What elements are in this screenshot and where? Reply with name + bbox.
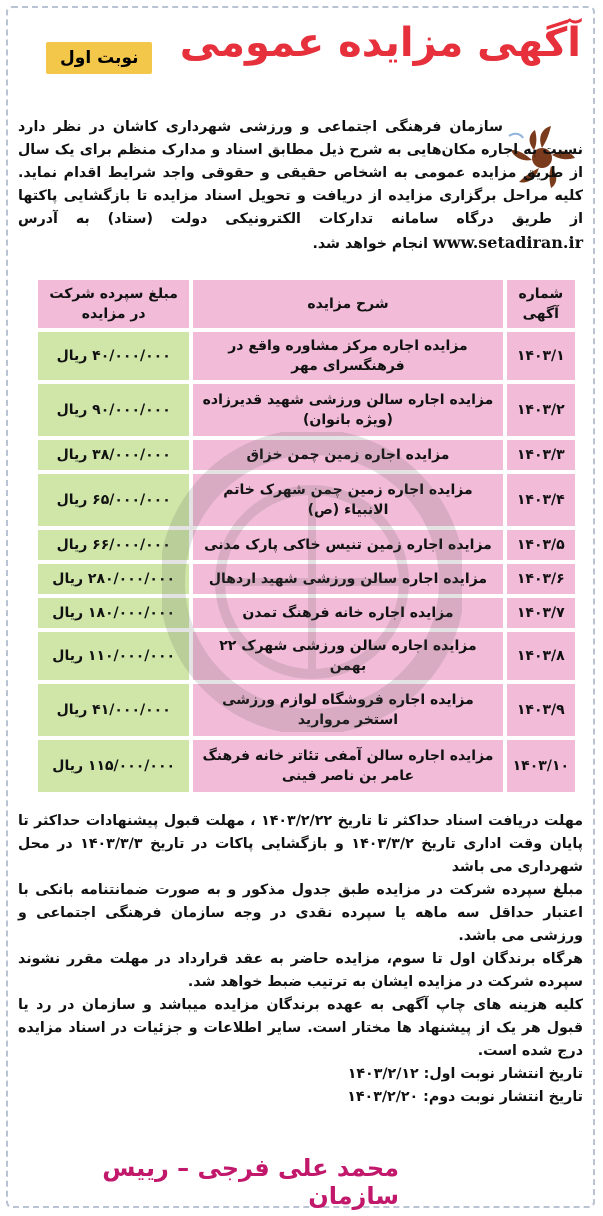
row-number: ۱۴۰۳/۱	[507, 332, 575, 380]
round-badge: نوبت اول	[46, 42, 152, 74]
row-description: مزایده اجاره زمین تنیس خاکی پارک مدنی	[193, 530, 502, 560]
notice	[12, 12, 589, 1210]
row-description: مزایده اجاره سالن ورزشی شهید قدیرزاده (ویژه بانوان)	[193, 384, 502, 436]
row-number: ۱۴۰۳/۳	[507, 440, 575, 470]
row-number: ۱۴۰۳/۷	[507, 598, 575, 628]
notice-title: آگهی مزایده عمومی	[179, 20, 581, 66]
table-row	[38, 740, 575, 792]
setadiran-link[interactable]: www.setadiran.ir	[433, 233, 583, 252]
condition-costs: کلیه هزینه های چاپ آگهی به عهده برندگان مزایده میباشد و سازمان در رد یا قبول هر یک از پیشنهاد ها مختار است. سایر اطلاعات و جزئیات در اسناد مزایده درج شده است.	[18, 997, 583, 1059]
row-amount: ۹۰/۰۰۰/۰۰۰ ریال	[38, 384, 189, 436]
table-row	[38, 684, 575, 736]
conditions	[18, 810, 583, 1109]
condition-winners: هرگاه برندگان اول تا سوم، مزایده حاضر به عقد قرارداد در مهلت مقرر نشوند سپرده شرکت در مزایده ایشان به ترتیب ضبط خواهد شد.	[18, 951, 583, 990]
row-description: مزایده اجاره زمین چمن شهرک خاتم الانبیاء (ص)	[193, 474, 502, 526]
row-description: مزایده اجاره زمین چمن خزاق	[193, 440, 502, 470]
row-amount: ۱۸۰/۰۰۰/۰۰۰ ریال	[38, 598, 189, 628]
condition-deposit: مبلغ سپرده شرکت در مزایده طبق جدول مذکور و به صورت ضمانتنامه بانکی با اعتبار حداقل سه ماهه یا سپرده نقدی در وجه سازمان فرهنگی اجتماعی و ورزشی می باشد.	[18, 882, 583, 944]
table-row	[38, 332, 575, 380]
table-header-row	[38, 280, 575, 328]
condition-deadlines: مهلت دریافت اسناد حداکثر تا تاریخ ۱۴۰۳/۲/۲۲ ، مهلت قبول پیشنهادات حداکثر تا پایان وقت اداری تاریخ ۱۴۰۳/۳/۲ و بازگشایی پاکات در تاریخ ۱۴۰۳/۳/۳ در محل شهرداری می باشد	[18, 813, 584, 875]
auction-table	[34, 276, 579, 796]
publish-date-second: تاریخ انتشار نوبت دوم: ۱۴۰۳/۲/۲۰	[347, 1089, 583, 1105]
header-description: شرح مزایده	[193, 280, 502, 328]
row-amount: ۴۰/۰۰۰/۰۰۰ ریال	[38, 332, 189, 380]
row-amount: ۳۸/۰۰۰/۰۰۰ ریال	[38, 440, 189, 470]
row-description: مزایده اجاره مرکز مشاوره واقع در فرهنگسرای مهر	[193, 332, 502, 380]
table-row	[38, 474, 575, 526]
table-row	[38, 530, 575, 560]
row-number: ۱۴۰۳/۵	[507, 530, 575, 560]
row-amount: ۶۵/۰۰۰/۰۰۰ ریال	[38, 474, 189, 526]
table-row	[38, 384, 575, 436]
row-description: مزایده اجاره سالن ورزشی شهید اردهال	[193, 564, 502, 594]
table-row	[38, 440, 575, 470]
row-amount: ۶۶/۰۰۰/۰۰۰ ریال	[38, 530, 189, 560]
row-description: مزایده اجاره خانه فرهنگ تمدن	[193, 598, 502, 628]
table-row	[38, 564, 575, 594]
row-number: ۱۴۰۳/۲	[507, 384, 575, 436]
row-amount: ۱۱۰/۰۰۰/۰۰۰ ریال	[38, 632, 189, 680]
row-description: مزایده اجاره سالن آمفی تئاتر خانه فرهنگ عامر بن ناصر فینی	[193, 740, 502, 792]
row-amount: ۴۱/۰۰۰/۰۰۰ ریال	[38, 684, 189, 736]
intro-paragraph	[18, 116, 583, 256]
header	[12, 12, 589, 107]
signature: محمد علی فرجی – رییس سازمان	[102, 1154, 399, 1210]
publish-date-first: تاریخ انتشار نوبت اول: ۱۴۰۳/۲/۱۲	[347, 1066, 583, 1082]
row-number: ۱۴۰۳/۱۰	[507, 740, 575, 792]
header-amount: مبلغ سپرده شرکت در مزایده	[38, 280, 189, 328]
row-number: ۱۴۰۳/۸	[507, 632, 575, 680]
row-number: ۱۴۰۳/۶	[507, 564, 575, 594]
row-number: ۱۴۰۳/۴	[507, 474, 575, 526]
table-row	[38, 632, 575, 680]
row-amount: ۱۱۵/۰۰۰/۰۰۰ ریال	[38, 740, 189, 792]
header-number: شماره آگهی	[507, 280, 575, 328]
row-description: مزایده اجاره سالن ورزشی شهرک ۲۲ بهمن	[193, 632, 502, 680]
intro-tail: انجام خواهد شد.	[312, 236, 429, 252]
row-number: ۱۴۰۳/۹	[507, 684, 575, 736]
table-row	[38, 598, 575, 628]
row-description: مزایده اجاره فروشگاه لوازم ورزشی استخر مروارید	[193, 684, 502, 736]
row-amount: ۲۸۰/۰۰۰/۰۰۰ ریال	[38, 564, 189, 594]
intro-text: سازمان فرهنگی اجتماعی و ورزشی شهرداری کاشان در نظر دارد نسبت به اجاره مکان‌هایی به شرح ذیل مطابق اسناد و مدارک منظم برای یک سال از طریق مزایده عمومی به اشخاص حقیقی و حقوقی واجد شرایط اقدام نماید. کلیه مراحل برگزاری مزایده از دریافت و تحویل اسناد مزایده تا بازگشایی پاکتها از طریق درگاه سامانه تدارکات الکترونیکی دولت (ستاد) به آدرس	[18, 119, 583, 227]
